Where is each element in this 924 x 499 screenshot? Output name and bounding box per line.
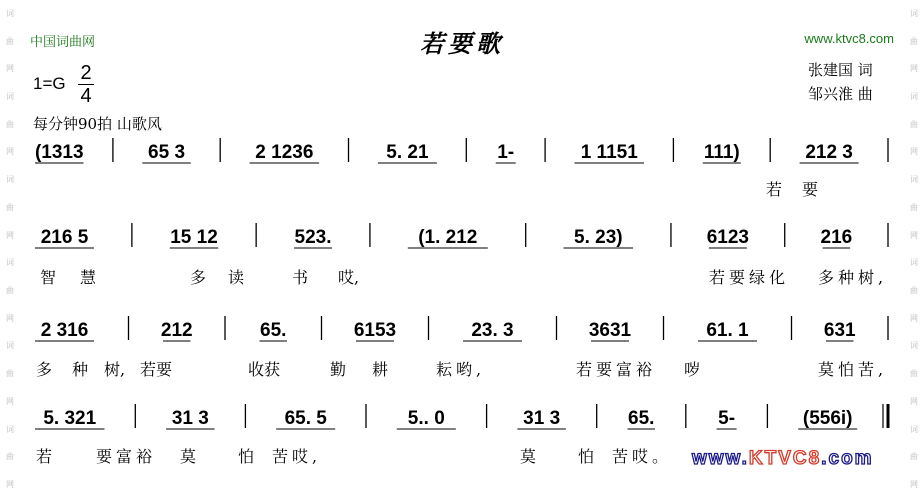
side-watermark-char: 词 xyxy=(910,92,918,102)
note-group: (1313 xyxy=(34,142,84,163)
song-title: 若要歌 xyxy=(420,30,504,58)
note-group: 6153 xyxy=(353,320,397,341)
note-group: 5. 21 xyxy=(386,142,429,163)
note-group: 5. 321 xyxy=(43,408,97,429)
note-group: 6123 xyxy=(706,227,749,248)
side-watermark-char: 曲 xyxy=(910,452,918,462)
note-group: 61. 1 xyxy=(706,320,749,341)
side-watermark-char: 词 xyxy=(910,175,918,185)
side-watermark-char: 网 xyxy=(910,64,918,74)
lyric-syllable: 智 xyxy=(40,268,57,287)
note-group: 5- xyxy=(718,408,736,429)
note-group: 31 3 xyxy=(523,408,561,429)
side-watermark-char: 曲 xyxy=(6,452,14,462)
note-group: (1. 212 xyxy=(418,227,478,248)
side-watermark-char: 网 xyxy=(910,396,918,406)
note-group: 2 316 xyxy=(40,320,89,341)
side-watermark-char: 网 xyxy=(6,147,14,157)
tempo-marking: 每分钟90拍 山歌风 xyxy=(33,115,162,133)
lyric-syllable: 要 xyxy=(802,180,819,199)
side-watermark-char: 曲 xyxy=(910,369,918,379)
side-watermark-char: 网 xyxy=(910,313,918,323)
note-group: 15 12 xyxy=(170,227,218,248)
side-watermark-char: 曲 xyxy=(6,202,14,212)
lyric-syllable: 勤 xyxy=(330,360,347,379)
lyric-syllable: 莫 xyxy=(520,447,537,466)
note-group: 5. 23) xyxy=(574,227,623,248)
lyric-syllable: 多 xyxy=(190,268,207,287)
side-watermark-char: 网 xyxy=(910,147,918,157)
lyric-syllable: 多种树, xyxy=(818,268,888,287)
side-watermark-char: 网 xyxy=(910,230,918,240)
lyric-syllable: 苦哎。 xyxy=(612,447,673,466)
side-watermark-char: 网 xyxy=(6,480,14,490)
lyric-syllable: 若 xyxy=(766,180,783,199)
note-group: 2 1236 xyxy=(255,142,314,163)
side-watermark-char: 词 xyxy=(6,258,14,268)
lyric-syllable: 苦哎, xyxy=(272,447,322,466)
side-watermark-char: 词 xyxy=(910,424,918,434)
note-group: 3631 xyxy=(588,320,632,341)
side-watermark-char: 词 xyxy=(6,424,14,434)
side-watermark-char: 曲 xyxy=(910,36,918,46)
note-group: 65. xyxy=(628,408,655,429)
side-watermark-char: 网 xyxy=(6,396,14,406)
key-signature: 1=G xyxy=(33,74,66,93)
side-watermark-char: 词 xyxy=(6,341,14,351)
side-watermark-char: 曲 xyxy=(6,286,14,296)
time-signature-bottom: 4 xyxy=(80,85,92,107)
watermark-logo xyxy=(692,448,874,470)
lyric-syllable: 哕 xyxy=(684,360,701,379)
side-watermark-char: 曲 xyxy=(910,202,918,212)
lyricist: 张建国 词 xyxy=(808,61,873,79)
lyric-syllable: 慧 xyxy=(80,268,97,287)
lyric-syllable: 若要富裕 xyxy=(576,360,657,379)
side-watermark-char: 曲 xyxy=(6,369,14,379)
note-group: 212 3 xyxy=(805,142,853,163)
lyric-syllable: 收获 xyxy=(248,360,281,379)
site-url: www.ktvc8.com xyxy=(804,31,894,46)
side-watermark-char: 词 xyxy=(910,258,918,268)
side-watermark-char: 曲 xyxy=(910,119,918,129)
side-watermark-char: 网 xyxy=(6,230,14,240)
side-watermark-char: 词 xyxy=(6,175,14,185)
watermark-prefix: www. xyxy=(692,448,749,469)
lyric-syllable: 莫 xyxy=(180,447,197,466)
note-group: 216 5 xyxy=(40,227,89,248)
lyric-syllable: 若要 xyxy=(140,360,173,379)
composer: 邹兴淮 曲 xyxy=(808,85,873,103)
lyric-syllable: 怕 xyxy=(578,447,595,466)
note-group: 212 xyxy=(160,320,193,341)
note-group: 631 xyxy=(823,320,856,341)
lyric-syllable: 书 xyxy=(292,268,309,287)
watermark-suffix: .com xyxy=(821,448,874,469)
side-watermark-char: 词 xyxy=(910,341,918,351)
lyric-syllable: 种 xyxy=(72,360,89,379)
side-watermark-char: 曲 xyxy=(6,36,14,46)
note-group: 5.. 0 xyxy=(407,408,445,429)
lyric-syllable: 莫怕苦, xyxy=(818,360,888,379)
lyric-syllable: 耘哟, xyxy=(436,360,486,379)
note-group: (556i) xyxy=(802,408,853,429)
lyric-syllable: 树, xyxy=(104,360,126,379)
side-watermark-char: 词 xyxy=(6,92,14,102)
lyric-syllable: 哎, xyxy=(338,268,360,287)
lyric-syllable: 若 xyxy=(36,447,53,466)
side-watermark-char: 网 xyxy=(910,480,918,490)
time-signature-top: 2 xyxy=(78,62,94,85)
note-group: 1- xyxy=(497,142,515,163)
note-group: 65. xyxy=(260,320,287,341)
note-group: 65 3 xyxy=(148,142,186,163)
side-watermark-char: 曲 xyxy=(6,119,14,129)
note-group: 1 1151 xyxy=(580,142,638,163)
lyric-syllable: 读 xyxy=(228,268,245,287)
side-watermark-char: 网 xyxy=(6,313,14,323)
lyric-syllable: 若要绿化 xyxy=(709,268,790,287)
lyric-syllable: 怕 xyxy=(238,447,255,466)
note-group: 111) xyxy=(703,142,740,163)
site-name: 中国词曲网 xyxy=(30,35,96,50)
side-watermark-char: 词 xyxy=(910,8,918,18)
watermark-accent: KTVC8 xyxy=(748,448,822,469)
note-group: 65. 5 xyxy=(284,408,327,429)
note-group: 216 xyxy=(820,227,853,248)
note-group: 31 3 xyxy=(171,408,209,429)
lyric-syllable: 要富裕 xyxy=(96,447,157,466)
side-watermark-char: 网 xyxy=(6,64,14,74)
note-group: 23. 3 xyxy=(471,320,514,341)
lyric-syllable: 耕 xyxy=(372,360,389,379)
side-watermark-char: 词 xyxy=(6,8,14,18)
side-watermark-char: 曲 xyxy=(910,286,918,296)
note-group: 523. xyxy=(294,227,332,248)
lyric-syllable: 多 xyxy=(36,360,53,379)
